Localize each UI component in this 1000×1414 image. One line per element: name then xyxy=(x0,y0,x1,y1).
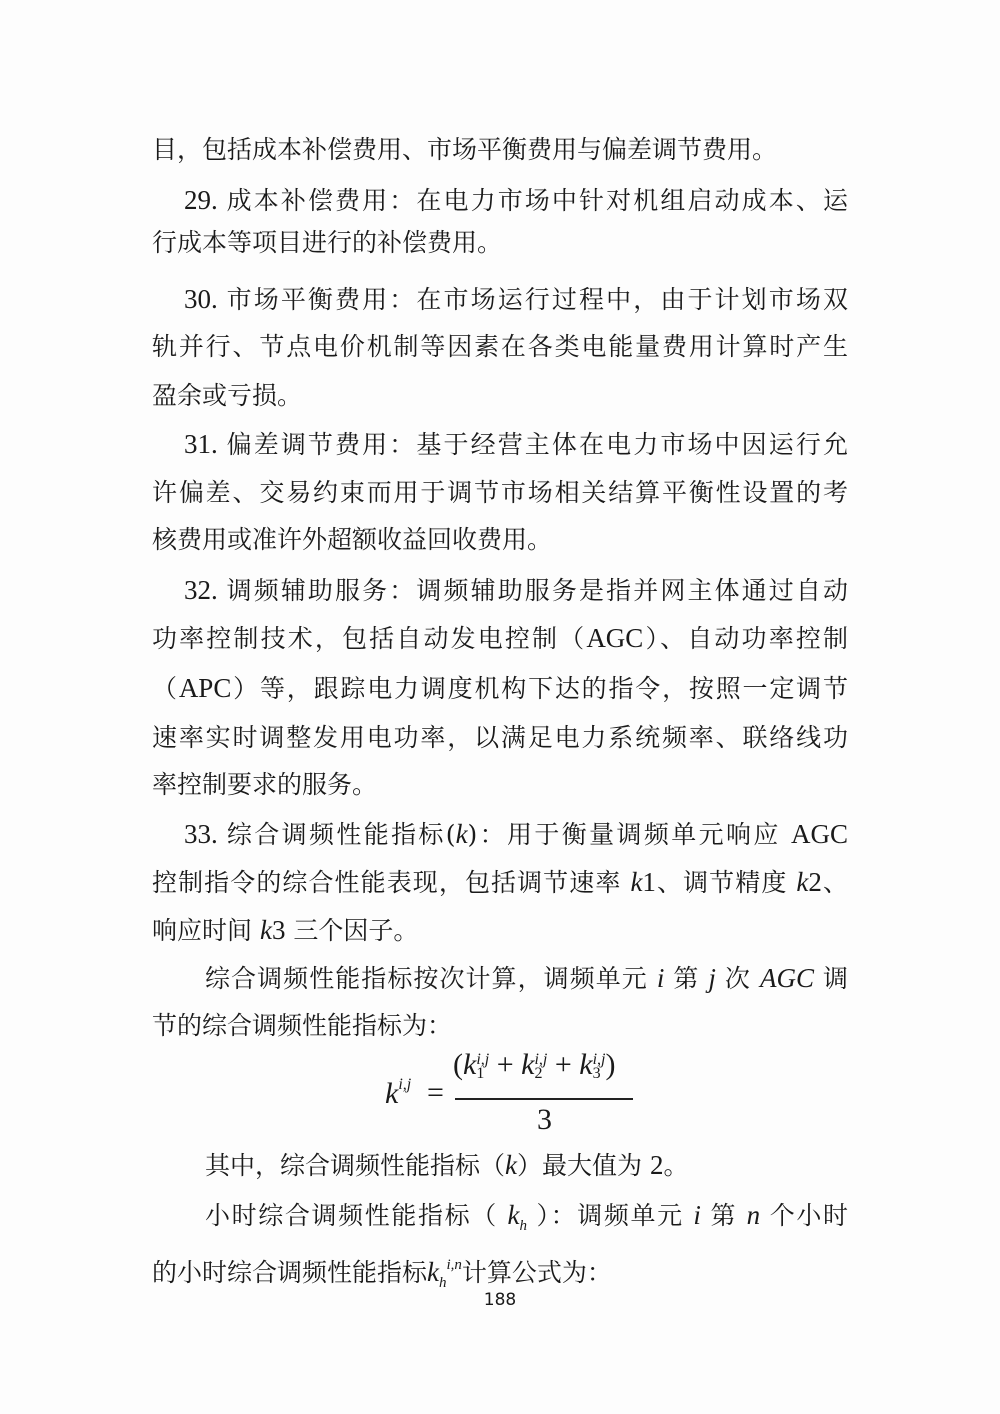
text-line xyxy=(184,570,848,610)
text-segment: 次 xyxy=(715,964,760,993)
text-segment: 其中，综合调频性能指标（ xyxy=(205,1151,506,1180)
text-segment: 轨并行、节点电价机制等因素在各类电能量费用计算时产生 xyxy=(152,332,848,361)
text-line xyxy=(152,520,552,560)
text-segment: k xyxy=(455,819,468,849)
formula-denominator: 3 xyxy=(537,1103,552,1136)
text-line xyxy=(152,668,848,708)
page-number: 188 xyxy=(483,1290,517,1310)
text-segment: 调 xyxy=(813,964,848,993)
text-line xyxy=(205,1145,688,1185)
text-segment: ）等，跟踪电力调度机构下达的指令，按照一定调节 xyxy=(231,674,848,703)
text-segment: 第 xyxy=(664,964,709,993)
text-segment: 30. xyxy=(184,284,227,314)
text-segment: 小时综合调频性能指标（ xyxy=(205,1201,508,1230)
text-line xyxy=(205,958,848,998)
text-segment: 速率实时调整发用电功率，以满足电力系统频率、联络线功 xyxy=(152,723,848,752)
text-segment: 、调节精度 xyxy=(655,868,797,897)
text-segment: 2 xyxy=(649,1150,664,1180)
text-line xyxy=(184,424,848,464)
text-segment: j xyxy=(708,963,716,993)
text-segment: n xyxy=(746,1200,761,1230)
text-line xyxy=(152,910,418,950)
text-line xyxy=(184,180,848,220)
text-segment: 32. xyxy=(184,575,227,605)
text-segment: i,n xyxy=(446,1257,462,1273)
text-segment: 成本补偿费用：在电力市场中针对机组启动成本、运 xyxy=(226,186,848,215)
text-line xyxy=(152,862,848,902)
text-line xyxy=(152,376,302,416)
text-segment: )：用于衡量调频单元响应 xyxy=(467,820,791,849)
text-segment: 3 xyxy=(271,915,286,945)
fraction-bar xyxy=(455,1098,633,1100)
text-segment: 节的综合调频性能指标为： xyxy=(152,1011,453,1040)
text-line xyxy=(152,618,848,658)
text-segment: 29. xyxy=(184,185,227,215)
text-segment: h xyxy=(519,1218,527,1234)
text-line xyxy=(152,1245,612,1291)
text-segment: 。 xyxy=(663,1151,689,1180)
text-segment: 目，包括成本补偿费用、市场平衡费用与偏差调节费用。 xyxy=(152,135,778,164)
text-segment: ）：调频单元 xyxy=(526,1201,694,1230)
text-segment: k xyxy=(259,915,272,945)
text-segment: 1 xyxy=(642,867,656,897)
text-segment: 行成本等项目进行的补偿费用。 xyxy=(152,228,503,257)
formula-numerator: (ki,j 1 + ki,j 2 + ki,j 3 ) xyxy=(453,1048,616,1082)
text-segment: k xyxy=(630,867,643,897)
text-segment: 许偏差、交易约束而用于调节市场相关结算平衡性设置的考 xyxy=(152,478,848,507)
text-segment: 调频辅助服务：调频辅助服务是指并网主体通过自动 xyxy=(226,576,848,605)
text-segment: 率控制要求的服务。 xyxy=(152,770,378,799)
text-line xyxy=(152,765,377,805)
formula-equals: = xyxy=(427,1076,444,1109)
text-segment: 第 xyxy=(700,1201,747,1230)
text-segment: ）最大值为 xyxy=(517,1151,650,1180)
text-segment: 31. xyxy=(184,429,227,459)
text-segment: 、 xyxy=(821,868,848,897)
text-segment: 控制指令的综合性能表现，包括调节速率 xyxy=(152,868,631,897)
text-line xyxy=(205,1195,848,1235)
text-segment: h xyxy=(439,1275,447,1291)
text-line xyxy=(152,327,848,367)
text-segment: k xyxy=(796,867,809,897)
text-line xyxy=(152,1006,452,1046)
text-line xyxy=(152,223,502,263)
text-segment: 功率控制技术，包括自动发电控制（ xyxy=(152,624,587,653)
text-segment: AGC xyxy=(759,963,814,993)
text-segment: 核费用或准许外超额收益回收费用。 xyxy=(152,525,553,554)
text-segment: AGC xyxy=(586,623,644,653)
text-segment: （ xyxy=(152,674,179,703)
text-segment: 盈余或亏损。 xyxy=(152,381,303,410)
text-segment: k xyxy=(505,1150,517,1180)
text-segment: 偏差调节费用：基于经营主体在电力市场中因运行允 xyxy=(226,430,848,459)
text-segment: 个小时 xyxy=(760,1201,848,1230)
text-segment: i xyxy=(656,963,665,993)
text-line xyxy=(184,279,848,319)
text-line xyxy=(152,473,848,513)
text-segment: ）、自动功率控制 xyxy=(643,624,848,653)
formula-lhs: $k^{i,j}$ xyxy=(385,1076,412,1110)
text-segment: AGC xyxy=(791,819,849,849)
text-segment: 综合调频性能指标( xyxy=(226,820,456,849)
text-line xyxy=(152,130,777,170)
text-segment: 响应时间 xyxy=(152,916,260,945)
text-line xyxy=(152,718,848,758)
text-segment: i xyxy=(693,1200,701,1230)
text-segment: 的小时综合调频性能指标 xyxy=(152,1258,428,1287)
text-segment: 综合调频性能指标按次计算，调频单元 xyxy=(205,964,657,993)
text-line xyxy=(184,814,848,854)
text-segment: 市场平衡费用：在市场运行过程中，由于计划市场双 xyxy=(226,285,848,314)
text-segment: k xyxy=(507,1200,520,1230)
text-segment: APC xyxy=(178,673,232,703)
text-segment: 计算公式为： xyxy=(461,1258,612,1287)
text-segment: 三个因子。 xyxy=(285,916,419,945)
text-segment: k xyxy=(427,1257,439,1287)
text-segment: 2 xyxy=(808,867,822,897)
text-segment: 33. xyxy=(184,819,227,849)
